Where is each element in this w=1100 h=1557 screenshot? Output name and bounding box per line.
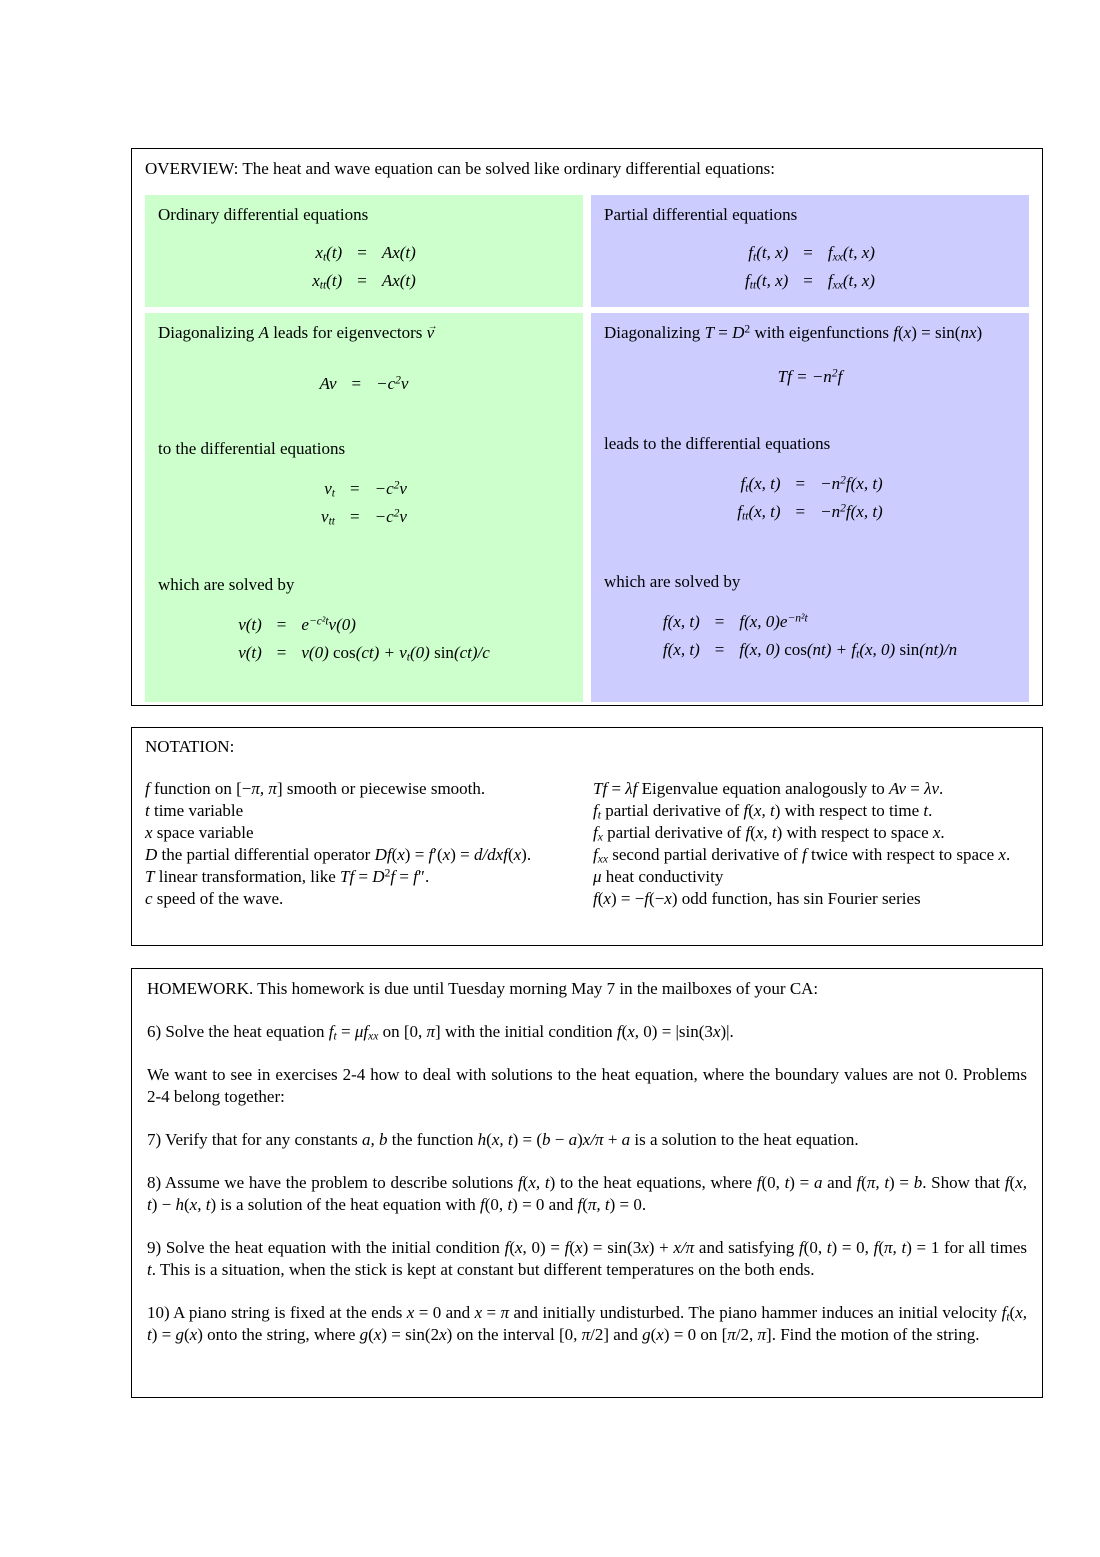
equation-lhs: f(x, t) (662, 612, 700, 631)
equals-sign: = (276, 615, 287, 634)
equals-sign: = (351, 374, 362, 393)
equation-rhs: $e^{-c^2t}v(0)$ (301, 614, 356, 634)
ode-subheading-2: which are solved by (158, 575, 295, 594)
ode-intro-equations (312, 240, 416, 293)
equation-rhs: $-c^2v$ (374, 478, 407, 498)
pde-intro-equations (745, 240, 875, 293)
equation-lhs: Av (319, 374, 337, 393)
equation-rhs: v(0) $\cos(ct) + v_t(0)$ sin(ct)/c (301, 643, 490, 664)
equation-lhs: $x_t(t)$ (315, 243, 343, 264)
pde-eigen-equation: $Tf = -n^2f$ (777, 366, 843, 386)
ode-diff-equations (321, 476, 407, 529)
pde-subheading-2: which are solved by (604, 572, 741, 591)
equals-sign: = (803, 243, 813, 262)
equation-lhs: $f_t(t$, x) (748, 243, 789, 264)
equation-rhs: $f_{xx}(t$, x) (827, 243, 875, 264)
notation-left-column (145, 778, 577, 910)
equation-lhs: v(t) (238, 615, 262, 634)
pde-heading: Partial differential equations (604, 205, 798, 224)
pde-detail-panel (591, 313, 1029, 702)
overview-box (131, 148, 1043, 706)
notation-item: μ heat conductivity (593, 867, 724, 886)
notation-title: NOTATION: (145, 737, 235, 756)
notation-item: Tf = λf Eigenvalue equation analogously to Av = λv. (593, 779, 944, 798)
notation-right-column (593, 778, 1029, 910)
pde-subheading-1: leads to the differential equations (604, 434, 831, 453)
pde-diff-equations (737, 471, 882, 524)
equation-rhs: Ax(t) (381, 271, 416, 290)
notation-item: D the partial differential operator Df(x) = f′(x) = d/dxf(x). (145, 845, 532, 864)
ode-subheading-1: to the differential equations (158, 439, 346, 458)
ode-solution-equations (238, 612, 490, 665)
equals-sign: = (714, 612, 725, 631)
equals-sign: = (714, 640, 725, 659)
notation-item: $f_{xx}$ second partial derivative of f twice with respect to space x. (593, 845, 1011, 866)
ode-intro-panel (145, 195, 583, 307)
homework-header: HOMEWORK. This homework is due until Tuesday morning May 7 in the mailboxes of your CA: (147, 979, 819, 998)
equation-rhs: Ax(t) (381, 243, 416, 262)
notation-item: T linear transformation, like $Tf = D^2f = f''$. (145, 866, 430, 886)
equation-lhs: v(t) (238, 643, 262, 662)
equation-lhs: $f_t(x$, t) (740, 474, 781, 495)
notation-item: f(x) = −f(−x) odd function, has sin Fourier series (593, 889, 921, 908)
equation-lhs: $v_{tt}$ (321, 507, 335, 528)
homework-problem-9: 9) Solve the heat equation with the initial condition f(x, 0) = f(x) = sin(3x) + x/π and satisfying f(0, t) = 0, f(π, t) = 1 for all times t. This is a situation, when the stick is kept at constant but different temperatures on the both ends. (147, 1238, 1028, 1279)
equation-rhs: f(x, $0)e^{-n^2t}$ (739, 611, 808, 631)
homework-problem-8: 8) Assume we have the problem to describe solutions f(x, t) to the heat equations, where f(0, t) = a and f(π, t) = b. Show that f(x, t) − h(x, t) is a solution of the heat equation with f(0, t) = 0 and f(π, t) = 0. (147, 1173, 1028, 1214)
equation-rhs: $-c^2v$ (374, 506, 407, 526)
notation-box (131, 727, 1043, 946)
equation-lhs: $x_{tt}(t)$ (312, 271, 343, 292)
equation-lhs: $f_{tt}(x$, t) (737, 502, 781, 523)
notation-item: c speed of the wave. (145, 889, 284, 908)
notation-columns (145, 778, 1029, 910)
notation-item: $f_t$ partial derivative of f(x, t) with respect to time t. (593, 801, 933, 822)
equals-sign: = (795, 474, 806, 493)
equation-rhs: $-c^2v$ (376, 373, 409, 393)
equation-lhs: $v_t$ (324, 479, 335, 500)
equation-lhs: f(x, t) (662, 640, 700, 659)
equals-sign: = (276, 643, 287, 662)
equals-sign: = (350, 479, 360, 498)
equation-rhs: f(x, 0) $\cos(nt) + f_t(x$, 0) sin(nt)/n (739, 640, 958, 661)
overview-title: OVERVIEW: The heat and wave equation can be solved like ordinary differential equations: (145, 159, 775, 178)
equation-rhs: $f_{xx}(t$, x) (827, 271, 875, 292)
notation-item: $f_x$ partial derivative of f(x, t) with respect to space x. (593, 823, 945, 844)
ode-diagonalizing-text: Diagonalizing A leads for eigenvectors v → (158, 322, 570, 344)
homework-problem-10: 10) A piano string is fixed at the ends x = 0 and x = π and initially undisturbed. The piano hammer induces an initial velocity $f_t(x$, t) = g(x) onto the string, where g(x) = sin(2x) on the interval [0, π/2] and g(x) = 0 on [π/2, π]. Find the motion of the string. (147, 1303, 1027, 1344)
pde-intro-panel (591, 195, 1029, 307)
notation-item: t time variable (145, 801, 244, 820)
equals-sign: = (803, 271, 813, 290)
equals-sign: = (795, 502, 806, 521)
homework-problem-7: 7) Verify that for any constants a, b the function h(x, t) = (b − a)x/π + a is a solution to the heat equation. (147, 1130, 859, 1149)
notation-item: x space variable (145, 823, 254, 842)
equation-lhs: $f_{tt}(t$, x) (745, 271, 789, 292)
overview-panels (145, 195, 1029, 702)
homework-note: We want to see in exercises 2-4 how to deal with solutions to the heat equation, where the boundary values are not 0. Problems 2-4 belong together: (147, 1065, 1027, 1106)
ode-detail-panel (145, 313, 583, 702)
notation-item: f function on [−π, π] smooth or piecewise smooth. (145, 779, 486, 798)
pde-solution-equations (663, 609, 957, 662)
equation-rhs: $-n^2f(x$, t) (820, 473, 883, 493)
homework-box (131, 968, 1043, 1398)
pde-diagonalizing-text: Diagonalizing $T = D^2$ with eigenfunctions f(x) = sin(nx) (604, 322, 983, 342)
equation-rhs: $-n^2f(x$, t) (820, 501, 883, 521)
equals-sign: = (350, 507, 360, 526)
ode-eigen-equation (320, 371, 409, 396)
equals-sign: = (357, 243, 367, 262)
ode-heading: Ordinary differential equations (158, 205, 369, 224)
homework-problem-6: 6) Solve the heat equation $f_t = \mu f_{xx}$ on [0, π] with the initial condition f(x, 0) = |sin(3x)|. (147, 1022, 734, 1043)
equals-sign: = (357, 271, 367, 290)
